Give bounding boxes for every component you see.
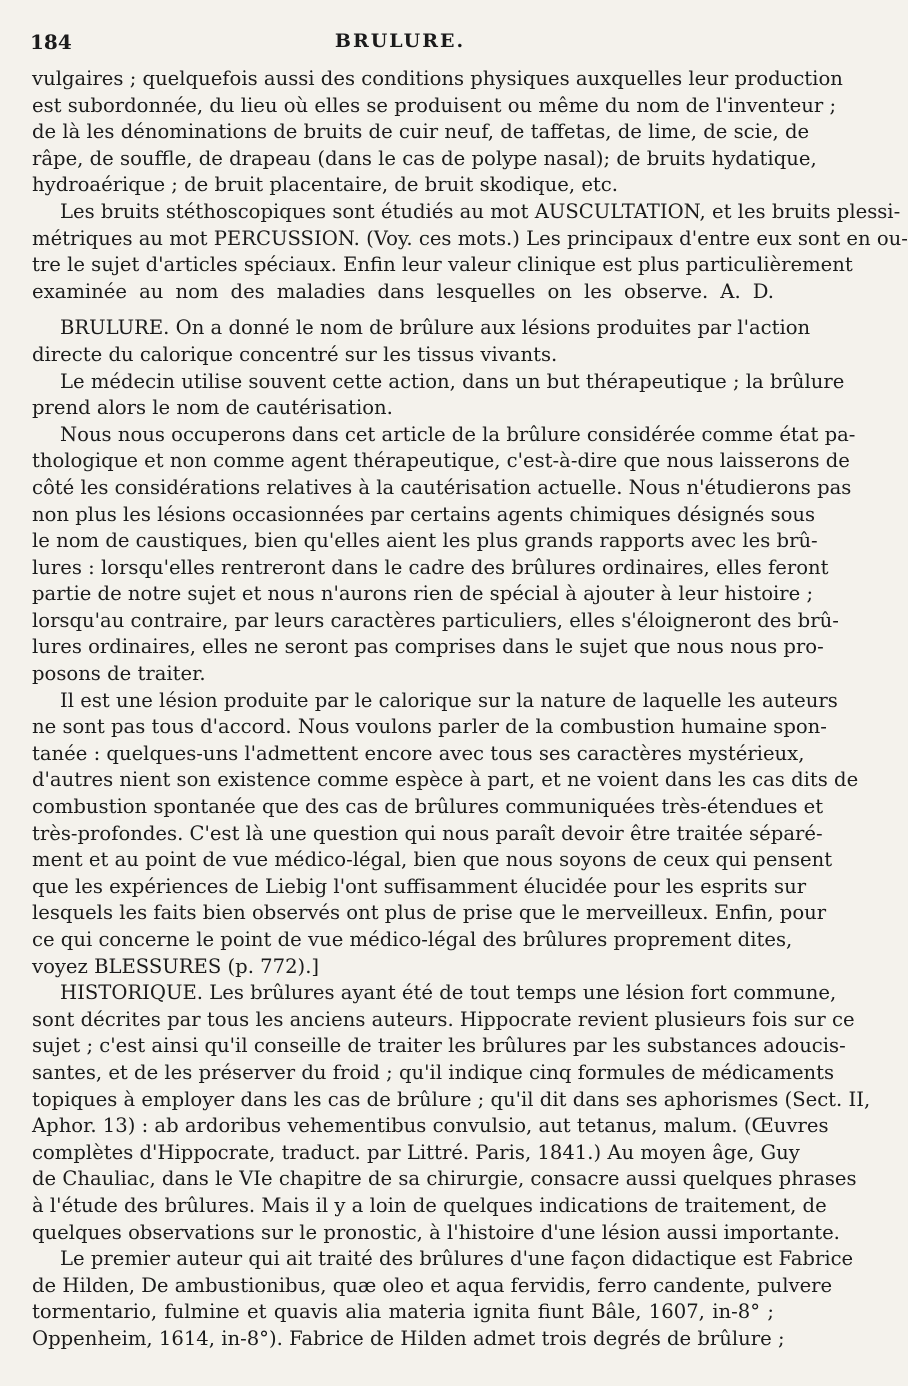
text-line: Les bruits stéthoscopiques sont étudiés au mot AUSCULTATION, et les bruits plessi-	[60, 199, 901, 223]
text-line: sont décrites par tous les anciens auteurs. Hippocrate revient plusieurs fois sur ce	[32, 1007, 855, 1031]
text-line: de Chauliac, dans le VIe chapitre de sa chirurgie, consacre aussi quelques phrases	[32, 1167, 857, 1191]
text-line: côté les considérations relatives à la cautérisation actuelle. Nous n'étudierons pas	[32, 475, 852, 499]
text-line: de Hilden, De ambustionibus, quæ oleo et aqua fervidis, ferro candente, pulvere	[32, 1273, 833, 1297]
text-line: lorsqu'au contraire, par leurs caractères particuliers, elles s'éloigneront des brû-	[32, 608, 839, 632]
text-line: lures : lorsqu'elles rentreront dans le cadre des brûlures ordinaires, elles feront	[32, 555, 829, 579]
text-line: non plus les lésions occasionnées par certains agents chimiques désignés sous	[32, 502, 816, 526]
page-header	[30, 24, 770, 58]
text-line: voyez BLESSURES (p. 772).]	[32, 954, 320, 978]
text-line: très-profondes. C'est là une question qui nous paraît devoir être traitée séparé-	[32, 821, 823, 845]
text-line: Nous nous occuperons dans cet article de la brûlure considérée comme état pa-	[60, 422, 856, 446]
text-line: prend alors le nom de cautérisation.	[32, 396, 393, 420]
text-line: métriques au mot PERCUSSION. (Voy. ces mots.) Les principaux d'entre eux sont en ou-	[32, 226, 908, 250]
section-gap	[32, 305, 774, 315]
running-title: BRULURE.	[334, 30, 466, 52]
text-line: râpe, de souffle, de drapeau (dans le cas de polype nasal); de bruits hydatique,	[32, 146, 817, 170]
text-line: hydroaérique ; de bruit placentaire, de bruit skodique, etc.	[32, 173, 618, 197]
text-line: Il est une lésion produite par le calorique sur la nature de laquelle les auteurs	[60, 688, 838, 712]
text-line: thologique et non comme agent thérapeutique, c'est-à-dire que nous laisserons de	[32, 449, 850, 473]
text-line: d'autres nient son existence comme espèce à part, et ne voient dans les cas dits de	[32, 768, 859, 792]
text-line: lesquels les faits bien observés ont plus de prise que le merveilleux. Enfin, pour	[32, 901, 827, 925]
text-line: quelques observations sur le pronostic, à l'histoire d'une lésion aussi importante.	[32, 1220, 840, 1244]
text-line: que les expériences de Liebig l'ont suffisamment élucidée pour les esprits sur	[32, 874, 807, 898]
page-number: 184	[30, 30, 72, 54]
text-line: ment et au point de vue médico-légal, bien que nous soyons de ceux qui pensent	[32, 848, 833, 872]
text-line: tanée : quelques-uns l'admettent encore avec tous ses caractères mystérieux,	[32, 741, 805, 765]
text-line: Oppenheim, 1614, in-8°). Fabrice de Hilden admet trois degrés de brûlure ;	[32, 1326, 785, 1350]
text-line: tormentario, fulmine et quavis alia materia ignita fiunt Bâle, 1607, in-8° ;	[32, 1300, 774, 1324]
text-line: lures ordinaires, elles ne seront pas comprises dans le sujet que nous nous pro-	[32, 635, 824, 659]
text-line: HISTORIQUE. Les brûlures ayant été de tout temps une lésion fort commune,	[60, 981, 837, 1005]
text-line: partie de notre sujet et nous n'aurons rien de spécial à ajouter à leur histoire ;	[32, 582, 814, 606]
text-line: examinée au nom des maladies dans lesquelles on les observe. A. D.	[32, 279, 774, 303]
text-line: Aphor. 13) : ab ardoribus vehementibus convulsio, aut tetanus, malum. (Œuvres	[32, 1114, 829, 1138]
text-line: le nom de caustiques, bien qu'elles aient les plus grands rapports avec les brû-	[32, 529, 818, 553]
text-line: Le premier auteur qui ait traité des brûlures d'une façon didactique est Fabrice	[60, 1247, 854, 1271]
text-line: à l'étude des brûlures. Mais il y a loin de quelques indications de traitement, de	[32, 1193, 827, 1217]
text-line: posons de traiter.	[32, 662, 206, 686]
text-line: Le médecin utilise souvent cette action, dans un but thérapeutique ; la brûlure	[60, 369, 845, 393]
text-line: sujet ; c'est ainsi qu'il conseille de traiter les brûlures par les substances adoucis-	[32, 1034, 846, 1058]
text-line: combustion spontanée que des cas de brûlures communiquées très-étendues et	[32, 795, 824, 819]
text-line: vulgaires ; quelquefois aussi des conditions physiques auxquelles leur production	[32, 67, 843, 90]
text-line: santes, et de les préserver du froid ; qu'il indique cinq formules de médicaments	[32, 1060, 835, 1084]
text-line: ce qui concerne le point de vue médico-légal des brûlures proprement dites,	[32, 928, 793, 951]
text-line: de là les dénominations de bruits de cuir neuf, de taffetas, de lime, de scie, de	[32, 120, 810, 144]
text-line: est subordonnée, du lieu où elles se produisent ou même du nom de l'inventeur ;	[32, 93, 837, 117]
text-line: tre le sujet d'articles spéciaux. Enfin leur valeur clinique est plus particulièrement	[32, 253, 853, 277]
text-line: complètes d'Hippocrate, traduct. par Littré. Paris, 1841.) Au moyen âge, Guy	[32, 1140, 800, 1164]
text-line: BRULURE. On a donné le nom de brûlure aux lésions produites par l'action	[60, 316, 811, 340]
text-line: directe du calorique concentré sur les tissus vivants.	[32, 342, 558, 366]
text-line: topiques à employer dans les cas de brûlure ; qu'il dit dans ses aphorismes (Sect. II,	[32, 1087, 871, 1111]
text-line: ne sont pas tous d'accord. Nous voulons parler de la combustion humaine spon-	[32, 715, 827, 739]
body-text	[32, 66, 908, 1353]
